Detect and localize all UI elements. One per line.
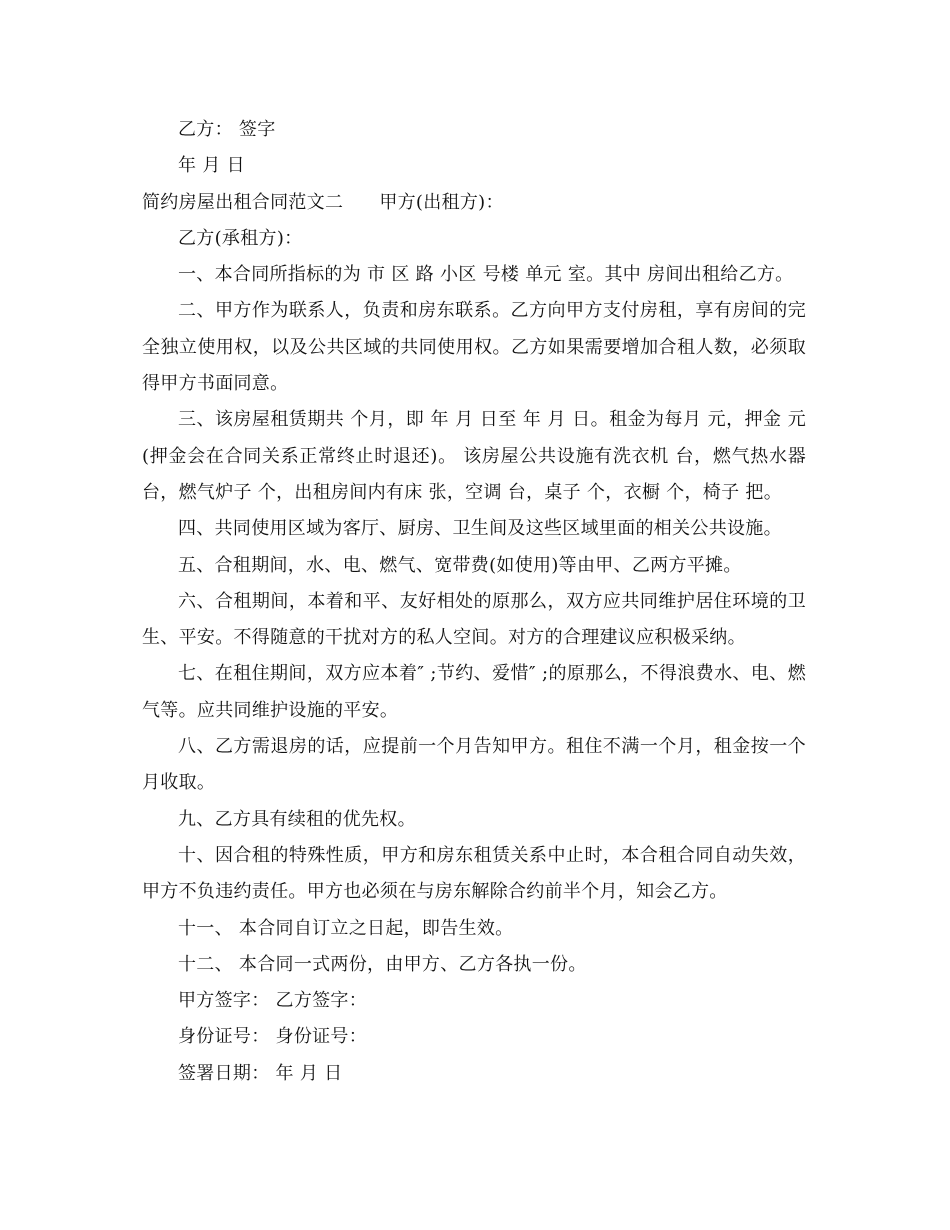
clause-4: 四、共同使用区域为客厅、厨房、卫生间及这些区域里面的相关公共设施。 <box>178 518 782 540</box>
clause-2: 二、甲方作为联系人，负责和房东联系。乙方向甲方支付房租，享有房间的完全独立使用权，以及公共区域的共同使用权。乙方如果需要增加合租人数，必须取得甲方书面同意。 <box>142 300 806 395</box>
signature-line: 甲方签字： 乙方签字： <box>178 990 368 1012</box>
clause-5: 五、合租期间，水、电、燃气、宽带费(如使用)等由甲、乙两方平摊。 <box>178 554 742 576</box>
party-b-signature-line: 乙方： 签字 <box>178 119 276 140</box>
party-b-label: 乙方(承租方)： <box>178 227 303 249</box>
contract-title: 简约房屋出租合同范文二 <box>142 191 344 213</box>
clause-10: 十、因合租的特殊性质，甲方和房东租赁关系中止时，本合租合同自动失效，甲方不负违约责任。甲方也必须在与房东解除合约前半个月，知会乙方。 <box>142 844 806 903</box>
sign-date-line: 签署日期： 年 月 日 <box>178 1062 343 1084</box>
clause-11: 十一、 本合同自订立之日起，即告生效。 <box>178 917 514 939</box>
clause-7: 七、在租住期间，双方应本着″ ;节约、爱惜″ ;的原那么，不得浪费水、电、燃气等。应共同维护设施的平安。 <box>142 663 806 721</box>
id-number-line: 身份证号： 身份证号： <box>178 1026 368 1048</box>
party-a-label: 甲方(出租方)： <box>379 191 504 213</box>
clause-1: 一、本合同所指标的为 市 区 路 小区 号楼 单元 室。其中 房间出租给乙方。 <box>178 264 794 286</box>
clause-6: 六、合租期间，本着和平、友好相处的原那么，双方应共同维护居住环境的卫生、平安。不得随意的干扰对方的私人空间。对方的合理建议应积极采纳。 <box>142 590 806 649</box>
clause-8: 八、乙方需退房的话，应提前一个月告知甲方。租住不满一个月，租金按一个月收取。 <box>142 736 806 794</box>
clause-9: 九、乙方具有续租的优先权。 <box>178 808 416 830</box>
title-row <box>142 185 806 221</box>
date-line: 年 月 日 <box>178 155 245 177</box>
clause-3: 三、该房屋租赁期共 个月，即 年 月 日至 年 月 日。租金为每月 元，押金 元(押金会在合同关系正常终止时退还)。 该房屋公共设施有洗衣机 台，燃气热水器 台，燃气炉子 个，出租房间内有床 张，空调 台，桌子 个，衣橱 个，椅子 把。 <box>142 409 806 503</box>
contract-body <box>142 112 806 1092</box>
clause-12: 十二、 本合同一式两份，由甲方、乙方各执一份。 <box>178 953 587 975</box>
